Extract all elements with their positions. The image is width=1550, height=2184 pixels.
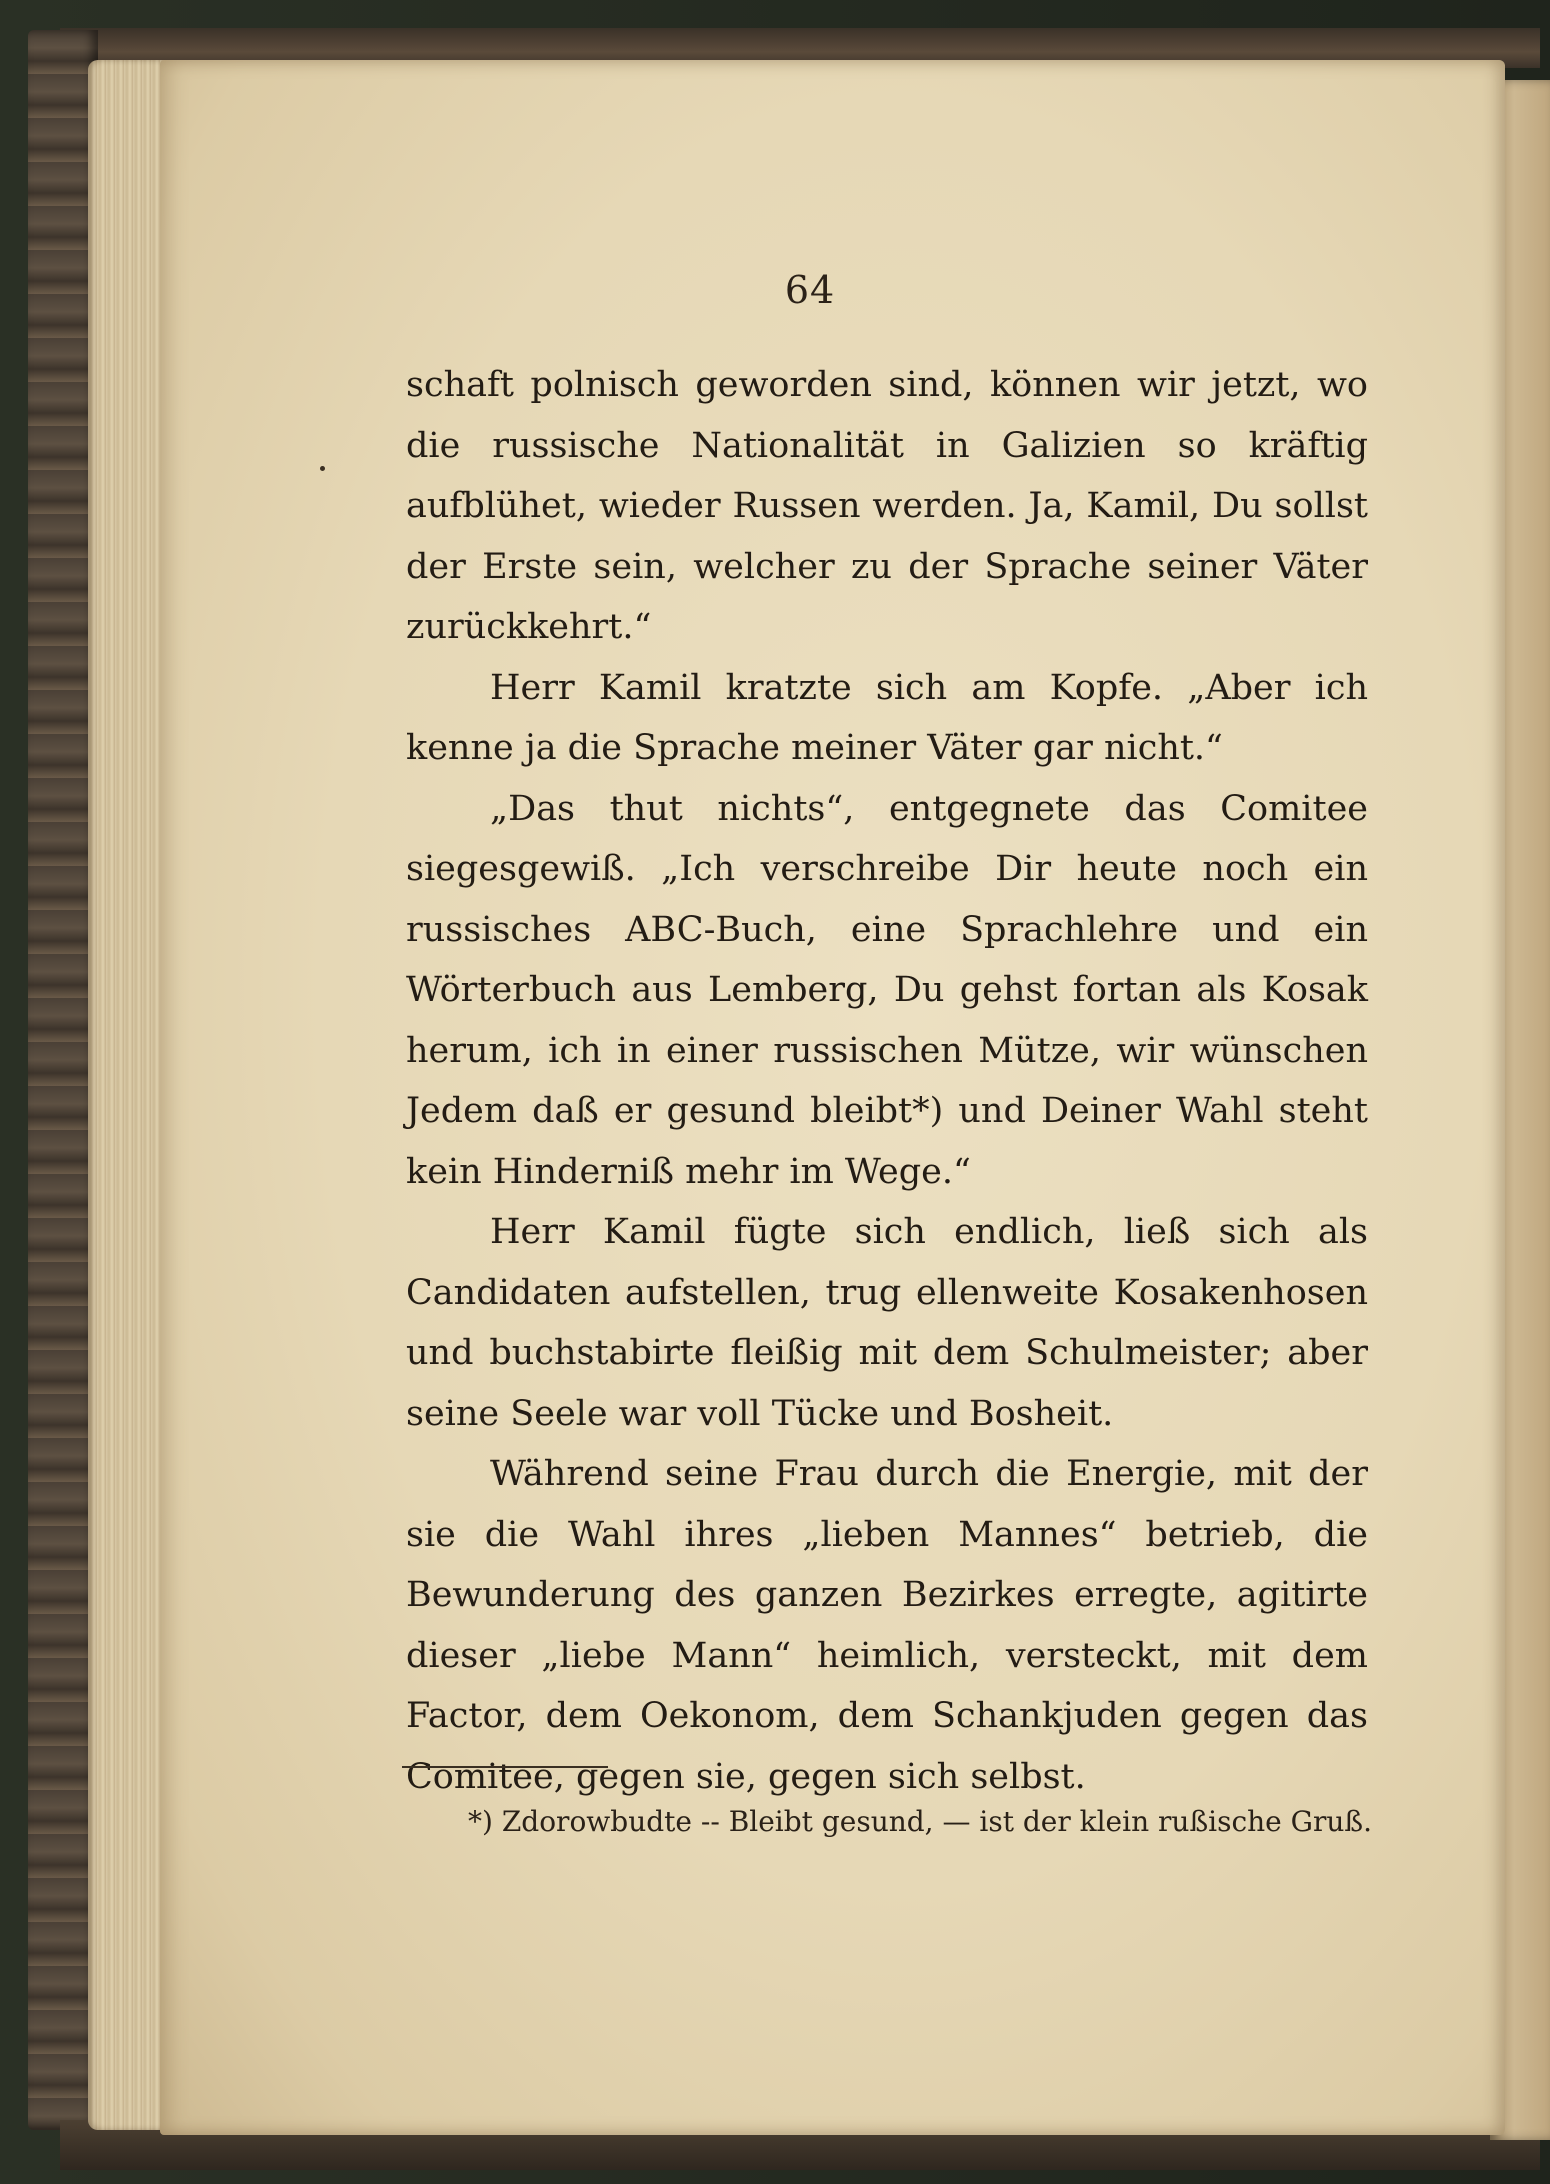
paragraph-5: Während seine Frau durch die Energie, mit der sie die Wahl ihres „lieben Mannes“ betrieb, die Bewunderung des ganzen Bezirkes erregte, agitirte dieser „liebe Mann“ heimlich, versteckt, mit dem Factor, dem Oekonom, dem Schankjuden gegen das Comitee, gegen sie, gegen sich selbst. <box>406 1454 1368 1797</box>
footnote-divider <box>402 1766 608 1768</box>
paragraph-4: Herr Kamil fügte sich endlich, ließ sich als Candidaten aufstellen, trug ellenweite Kosakenhosen und buchstabirte fleißig mit dem Schulmeister; aber seine Seele war voll Tücke und Bosheit. <box>406 1212 1368 1434</box>
ink-speck <box>320 466 325 471</box>
footnote: *) Zdorowbudte -- Bleibt gesund, — ist der klein rußische Gruß. <box>468 1805 1373 1838</box>
page-number: 64 <box>784 268 836 312</box>
body-text <box>406 355 1368 1807</box>
paragraph-3: „Das thut nichts“, entgegnete das Comitee siegesgewiß. „Ich verschreibe Dir heute noch ein russisches ABC-Buch, eine Sprachlehre und ein Wörterbuch aus Lemberg, Du gehst fortan als Kosak herum, ich in einer russischen Mütze, wir wünschen Jedem daß er gesund bleibt*) und Deiner Wahl steht kein Hinderniß mehr im Wege.“ <box>406 788 1368 1192</box>
paragraph-2: Herr Kamil kratzte sich am Kopfe. „Aber ich kenne ja die Sprache meiner Väter gar nicht.“ <box>406 667 1368 768</box>
paragraph-1: schaft polnisch geworden sind, können wir jetzt, wo die russische Nationalität in Galizien so kräftig aufblühet, wieder Russen werden. Ja, Kamil, Du sollst der Erste sein, welcher zu der Sprache seiner Väter zurückkehrt.“ <box>406 365 1368 647</box>
